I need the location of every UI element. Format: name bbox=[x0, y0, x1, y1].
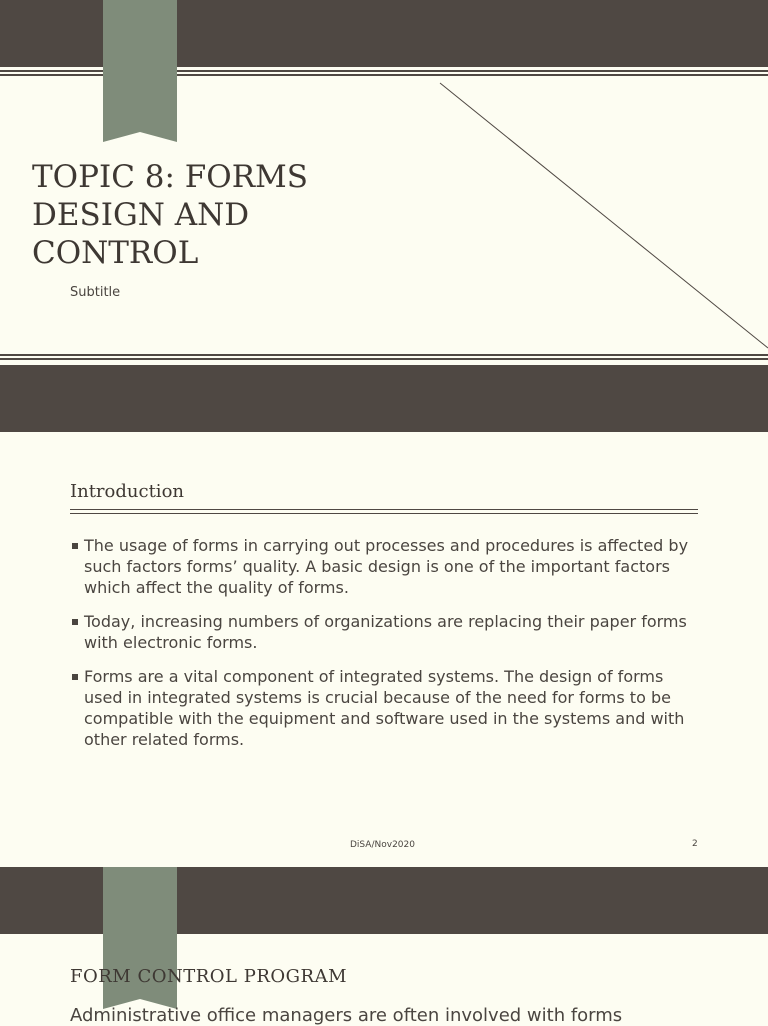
bullet-item: Today, increasing numbers of organizations are replacing their paper forms with electronic forms. bbox=[70, 611, 690, 653]
heading-rule bbox=[70, 509, 698, 510]
section-heading: FORM CONTROL PROGRAM bbox=[70, 966, 348, 987]
bullet-list bbox=[70, 535, 690, 763]
bullet-item: The usage of forms in carrying out processes and procedures is affected by such factors forms’ quality. A basic design is one of the important factors which affect the quality of forms. bbox=[70, 535, 690, 598]
page-number: 2 bbox=[692, 839, 698, 849]
slide-title: TOPIC 8: FORMS DESIGN AND CONTROL bbox=[32, 159, 309, 271]
footer-rule bbox=[0, 354, 768, 356]
body-text: Administrative office managers are often involved with forms bbox=[70, 1005, 623, 1026]
slide-subtitle: Subtitle bbox=[70, 285, 121, 300]
heading-rule bbox=[70, 513, 698, 514]
bullet-item: Forms are a vital component of integrated systems. The design of forms used in integrated systems is crucial because of the need for forms to be compatible with the equipment and software used in the systems and with other related forms. bbox=[70, 666, 690, 750]
slide-separator-band bbox=[0, 365, 768, 432]
bookmark-ribbon bbox=[103, 867, 177, 1009]
footer-rule bbox=[0, 358, 768, 360]
footer-text: DiSA/Nov2020 bbox=[350, 840, 415, 850]
section-heading: Introduction bbox=[70, 481, 184, 502]
